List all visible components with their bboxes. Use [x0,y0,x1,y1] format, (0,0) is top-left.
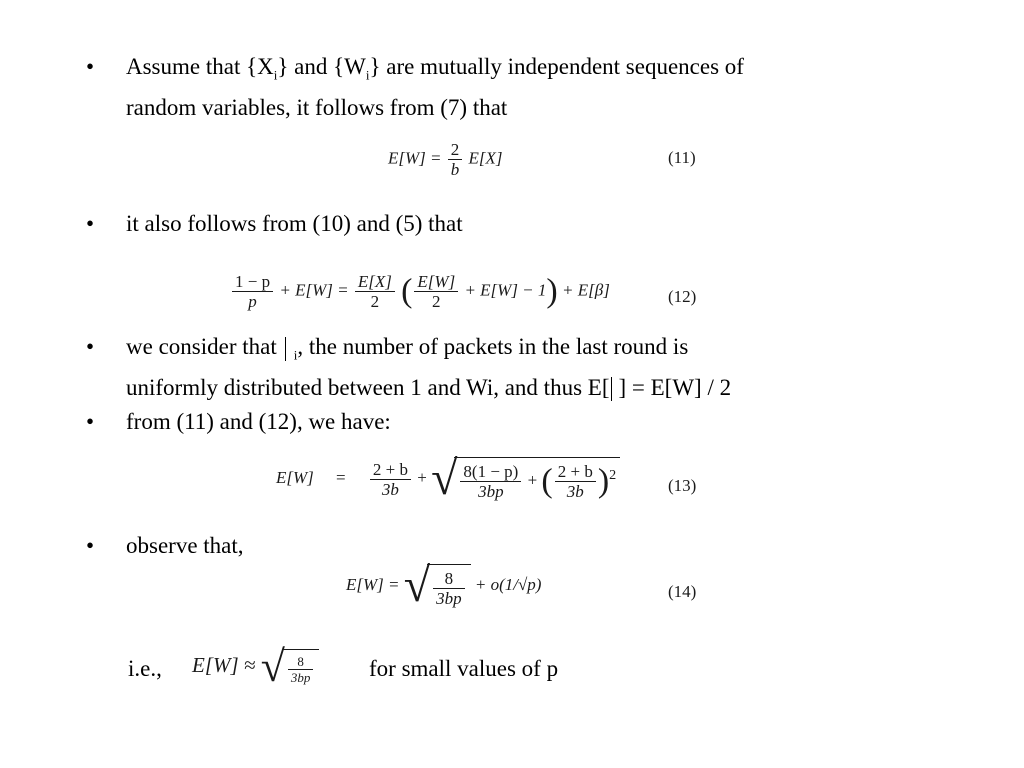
approx-equation: E[W] ≈ √ $\frac{8}{3bp}$ [192,645,319,689]
approx-suffix: for small values of p [369,656,559,681]
missing-symbol [285,337,286,361]
bullet-4-text: from (11) and (12), we have: [126,409,391,434]
equation-11: E[W] = $\frac{2}{b}$ E[X] [388,140,503,179]
bullet-2 [86,208,986,240]
bullet-5 [86,530,986,562]
bullet-5-text: observe that, [126,533,244,558]
bullet-1-line-1: Assume that $\{X_i\}$ and $\{W_i\}$ are mutually independent sequences of [126,54,744,83]
approx-prefix: i.e., [128,656,162,681]
bullet-2-text: it also follows from (10) and (5) that [126,211,463,236]
equation-14: E[W] = √ $\frac{8}{3bp}$ + o(1/√p) [346,559,542,612]
bullet-1-line-2: random variables, it follows from (7) that [126,94,508,120]
bullet-dot: • [86,211,95,236]
bullet-dot: • [86,533,95,558]
equation-14-number: (14) [668,582,697,601]
bullet-dot: • [86,334,95,359]
bullet-3-line-2: uniformly distributed between 1 and Wi, and thus E[ ] = E[W] / 2 [126,374,732,400]
bullet-1 [86,51,986,124]
bullet-dot: • [86,54,95,79]
bullet-dot: • [86,409,95,434]
bullet-3 [86,331,986,404]
equation-11-number: (11) [668,148,696,167]
equation-12-number: (12) [668,287,697,306]
equation-13-number: (13) [668,476,697,495]
missing-symbol [611,377,612,401]
bullet-4 [86,406,986,438]
equation-13: E[W] = $\frac{2 + b}{3b}$ + √ $\frac{8(1 - p)}{3bp}$ + ( $\frac{2 + b}{3b}$ )$^2$ [276,455,620,503]
bullet-3-line-1: we consider that $_i$, the number of packets in the last round is [126,334,689,363]
equation-12: $\frac{1 - p}{p}$ + E[W] = $\frac{E[X]}{2}$ ( $\frac{E[W]}{2}$ + E[W] − 1) + E[β] [230,272,610,311]
